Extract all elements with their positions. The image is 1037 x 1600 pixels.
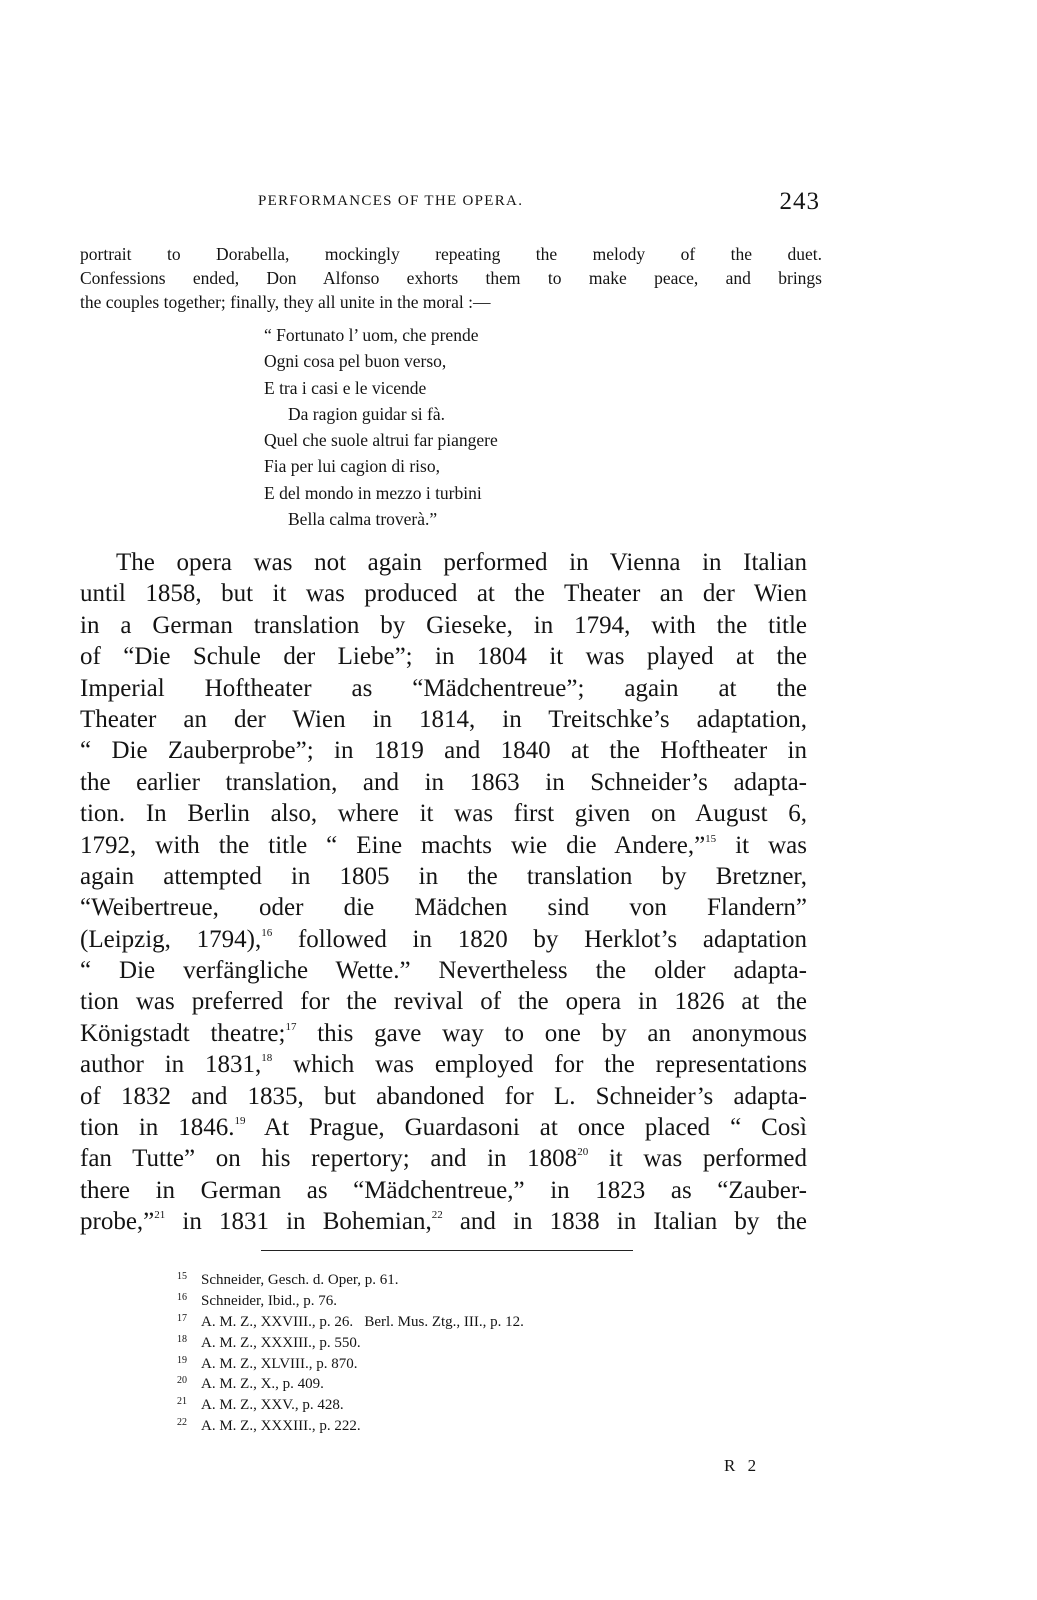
body-text-span: At Prague, Guardasoni at once placed “ Così [245, 1114, 807, 1142]
body-line: again attempted in 1805 in the translation by Bretzner, [80, 862, 807, 890]
footnotes [177, 1267, 524, 1434]
body-text-span: which was employed for the representations [272, 1051, 807, 1079]
footnote-mark: 17 [177, 1312, 187, 1324]
verse-line: Da ragion guidar si fà. [288, 403, 445, 424]
footnote-mark: 21 [177, 1396, 187, 1408]
page-number: 243 [779, 188, 820, 215]
footnote-text: A. M. Z., XXVIII., p. 26. Berl. Mus. Ztg., III., p. 12. [201, 1313, 524, 1330]
body-line: The opera was not again performed in Vienna in Italian [116, 549, 807, 576]
footnote-16 [177, 1288, 524, 1309]
footnote-19 [177, 1351, 524, 1372]
verse-line: Ogni cosa pel buon verso, [264, 351, 447, 372]
body-text-span: in 1831 in Bohemian, [165, 1208, 432, 1236]
body-line: the earlier translation, and in 1863 in Schneider’s adapta- [80, 768, 807, 796]
body-line: Imperial Hoftheater as “Mädchentreue”; again at the [80, 674, 807, 702]
body-line [80, 1018, 807, 1049]
footnote-20 [177, 1371, 524, 1392]
footnote-ref-21[interactable]: 21 [154, 1209, 166, 1222]
verse-line: E del mondo in mezzo i turbini [264, 482, 482, 503]
verse-line: Quel che suole altrui far piangere [264, 430, 498, 451]
body-line: tion was preferred for the revival of the opera in 1826 at the [80, 988, 807, 1016]
intro-line: the couples together; finally, they all unite in the moral :— [80, 292, 491, 312]
footnote-ref-16[interactable]: 16 [261, 926, 273, 939]
footnote-divider [261, 1250, 633, 1251]
running-header [80, 188, 822, 218]
body-text-span: fan Tutte” on his repertory; and in 1808 [80, 1145, 578, 1173]
verse-quotation [264, 322, 498, 532]
body-line: “ Die verfängliche Wette.” Nevertheless the older adapta- [80, 957, 807, 985]
footnote-18 [177, 1330, 524, 1351]
body-line: there in German as “Mädchentreue,” in 1823 as “Zauber- [80, 1176, 807, 1204]
footnote-mark: 19 [177, 1354, 187, 1366]
body-text-span: followed in 1820 by Herklot’s adaptation [272, 925, 808, 953]
body-line [80, 1206, 807, 1237]
footnote-ref-15[interactable]: 15 [705, 832, 717, 845]
body-line: of “Die Schule der Liebe”; in 1804 it was played at the [80, 643, 807, 671]
body-line: “Weibertreue, oder die Mädchen sind von Flandern” [80, 894, 807, 922]
body-text-span: this gave way to one by an anonymous [296, 1019, 808, 1047]
footnote-text: A. M. Z., XLVIII., p. 870. [201, 1355, 358, 1372]
verse-line: Fia per lui cagion di riso, [264, 456, 440, 477]
footnote-22 [177, 1413, 524, 1434]
intro-line: Confessions ended, Don Alfonso exhorts them to make peace, and brings [80, 268, 822, 288]
body-text-span: author in 1831, [80, 1051, 262, 1079]
running-title: PERFORMANCES OF THE OPERA. [258, 193, 524, 209]
body-line [80, 1112, 807, 1143]
body-line: until 1858, but it was produced at the Theater an der Wien [80, 580, 807, 608]
footnote-ref-22[interactable]: 22 [431, 1209, 443, 1222]
verse-line: Bella calma troverà.” [288, 509, 438, 530]
body-line: “ Die Zauberprobe”; in 1819 and 1840 at the Hoftheater in [80, 737, 807, 765]
intro-paragraph [80, 242, 822, 314]
intro-line: portrait to Dorabella, mockingly repeating the melody of the duet. [80, 244, 822, 264]
footnote-text: A. M. Z., XXXIII., p. 222. [201, 1418, 361, 1435]
body-line: tion. In Berlin also, where it was first given on August 6, [80, 800, 807, 828]
body-line: Theater an der Wien in 1814, in Treitschke’s adaptation, [80, 705, 807, 733]
footnote-mark: 16 [177, 1291, 187, 1303]
body-line [80, 830, 807, 861]
footnote-mark: 18 [177, 1333, 187, 1345]
verse-line: “ Fortunato l’ uom, che prende [264, 325, 479, 345]
body-line: of 1832 and 1835, but abandoned for L. Schneider’s adapta- [80, 1082, 807, 1110]
body-text-span: probe,” [80, 1208, 155, 1236]
main-paragraph [80, 547, 807, 1238]
footnote-text: Schneider, Gesch. d. Oper, p. 61. [201, 1272, 399, 1288]
footnote-ref-17[interactable]: 17 [285, 1020, 297, 1033]
footnote-ref-19[interactable]: 19 [234, 1115, 246, 1128]
footnote-ref-20[interactable]: 20 [577, 1146, 589, 1159]
body-text-span: Königstadt theatre; [80, 1019, 286, 1047]
body-text-span: 1792, with the title “ Eine machts wie die Andere,” [80, 831, 706, 859]
footnote-mark: 20 [177, 1375, 187, 1387]
body-line [80, 924, 807, 955]
footnote-mark: 22 [177, 1417, 187, 1429]
footnote-21 [177, 1392, 524, 1413]
footnote-text: A. M. Z., XXV., p. 428. [201, 1397, 344, 1414]
body-line [80, 1049, 807, 1080]
body-text-span: (Leipzig, 1794), [80, 925, 262, 953]
footnote-text: A. M. Z., X., p. 409. [201, 1376, 324, 1393]
footnote-text: A. M. Z., XXXIII., p. 550. [201, 1334, 361, 1351]
signature-mark: R 2 [724, 1456, 761, 1475]
footnote-ref-18[interactable]: 18 [261, 1052, 273, 1065]
footnote-mark: 15 [177, 1271, 187, 1282]
body-text-span: and in 1838 in Italian by the [442, 1208, 807, 1236]
footnote-text: Schneider, Ibid., p. 76. [201, 1292, 338, 1309]
body-text-span: it was performed [588, 1145, 807, 1173]
body-line: in a German translation by Gieseke, in 1794, with the title [80, 611, 807, 639]
footnote-15 [177, 1267, 524, 1288]
verse-line: E tra i casi e le vicende [264, 377, 427, 398]
footnote-17 [177, 1309, 524, 1330]
body-text-span: it was [716, 831, 807, 859]
body-line [80, 1143, 807, 1174]
body-text-span: tion in 1846. [80, 1114, 235, 1142]
